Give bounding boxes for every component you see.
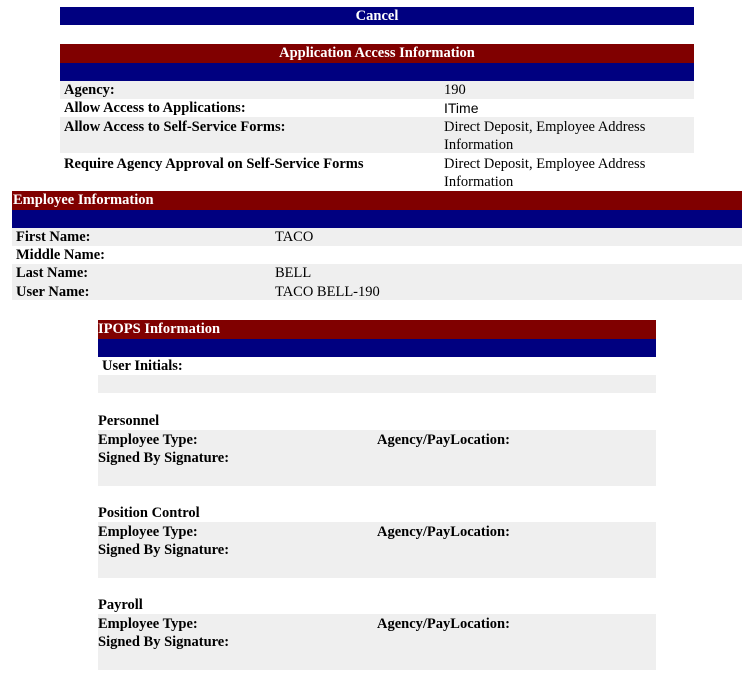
position-control-title: Position Control: [98, 505, 200, 521]
employee-type-label: Employee Type:: [98, 524, 198, 540]
employee-info-header: Employee Information: [12, 191, 742, 210]
header-spacer-bar: [12, 210, 742, 228]
middle-name-label: Middle Name:: [16, 247, 105, 263]
applications-label: Allow Access to Applications:: [64, 100, 246, 116]
agency-paylocation-label: Agency/PayLocation:: [377, 524, 510, 540]
signed-by-label: Signed By Signature:: [98, 634, 230, 650]
first-name-value: TACO: [275, 229, 314, 245]
agency-value: 190: [444, 82, 466, 98]
application-access-header: Application Access Information: [60, 44, 694, 63]
payroll-section: [98, 596, 656, 670]
last-name-label: Last Name:: [16, 265, 89, 281]
user-initials-label: User Initials:: [102, 358, 183, 374]
table-row: [12, 264, 742, 282]
cancel-button[interactable]: Cancel: [60, 7, 694, 25]
header-spacer-bar: [98, 339, 656, 357]
agency-paylocation-label: Agency/PayLocation:: [377, 432, 510, 448]
agency-label: Agency:: [64, 82, 115, 98]
access-table: [60, 81, 694, 191]
header-spacer-bar: [60, 63, 694, 81]
position-control-section: [98, 504, 656, 578]
table-row: [12, 228, 742, 246]
employee-type-label: Employee Type:: [98, 432, 198, 448]
last-name-value: BELL: [275, 265, 312, 281]
user-name-value: TACO BELL-190: [275, 284, 380, 300]
first-name-label: First Name:: [16, 229, 91, 245]
personnel-title: Personnel: [98, 413, 160, 429]
self-service-label: Allow Access to Self-Service Forms:: [64, 119, 286, 135]
ipops-info-header: IPOPS Information: [98, 320, 656, 339]
agency-paylocation-label: Agency/PayLocation:: [377, 616, 510, 632]
user-name-label: User Name:: [16, 284, 90, 300]
user-initials-value-row: [98, 375, 656, 393]
applications-value: ITime: [444, 100, 479, 116]
signed-by-label: Signed By Signature:: [98, 450, 230, 466]
employee-table: [12, 228, 742, 302]
employee-type-label: Employee Type:: [98, 616, 198, 632]
agency-approval-label: Require Agency Approval on Self-Service Forms: [64, 156, 364, 172]
personnel-section: [98, 412, 656, 486]
self-service-value: Direct Deposit, Employee Address Information: [444, 119, 646, 153]
agency-approval-value: Direct Deposit, Employee Address Information: [444, 156, 646, 190]
payroll-title: Payroll: [98, 597, 143, 613]
table-row: [60, 81, 694, 99]
signed-by-label: Signed By Signature:: [98, 542, 230, 558]
